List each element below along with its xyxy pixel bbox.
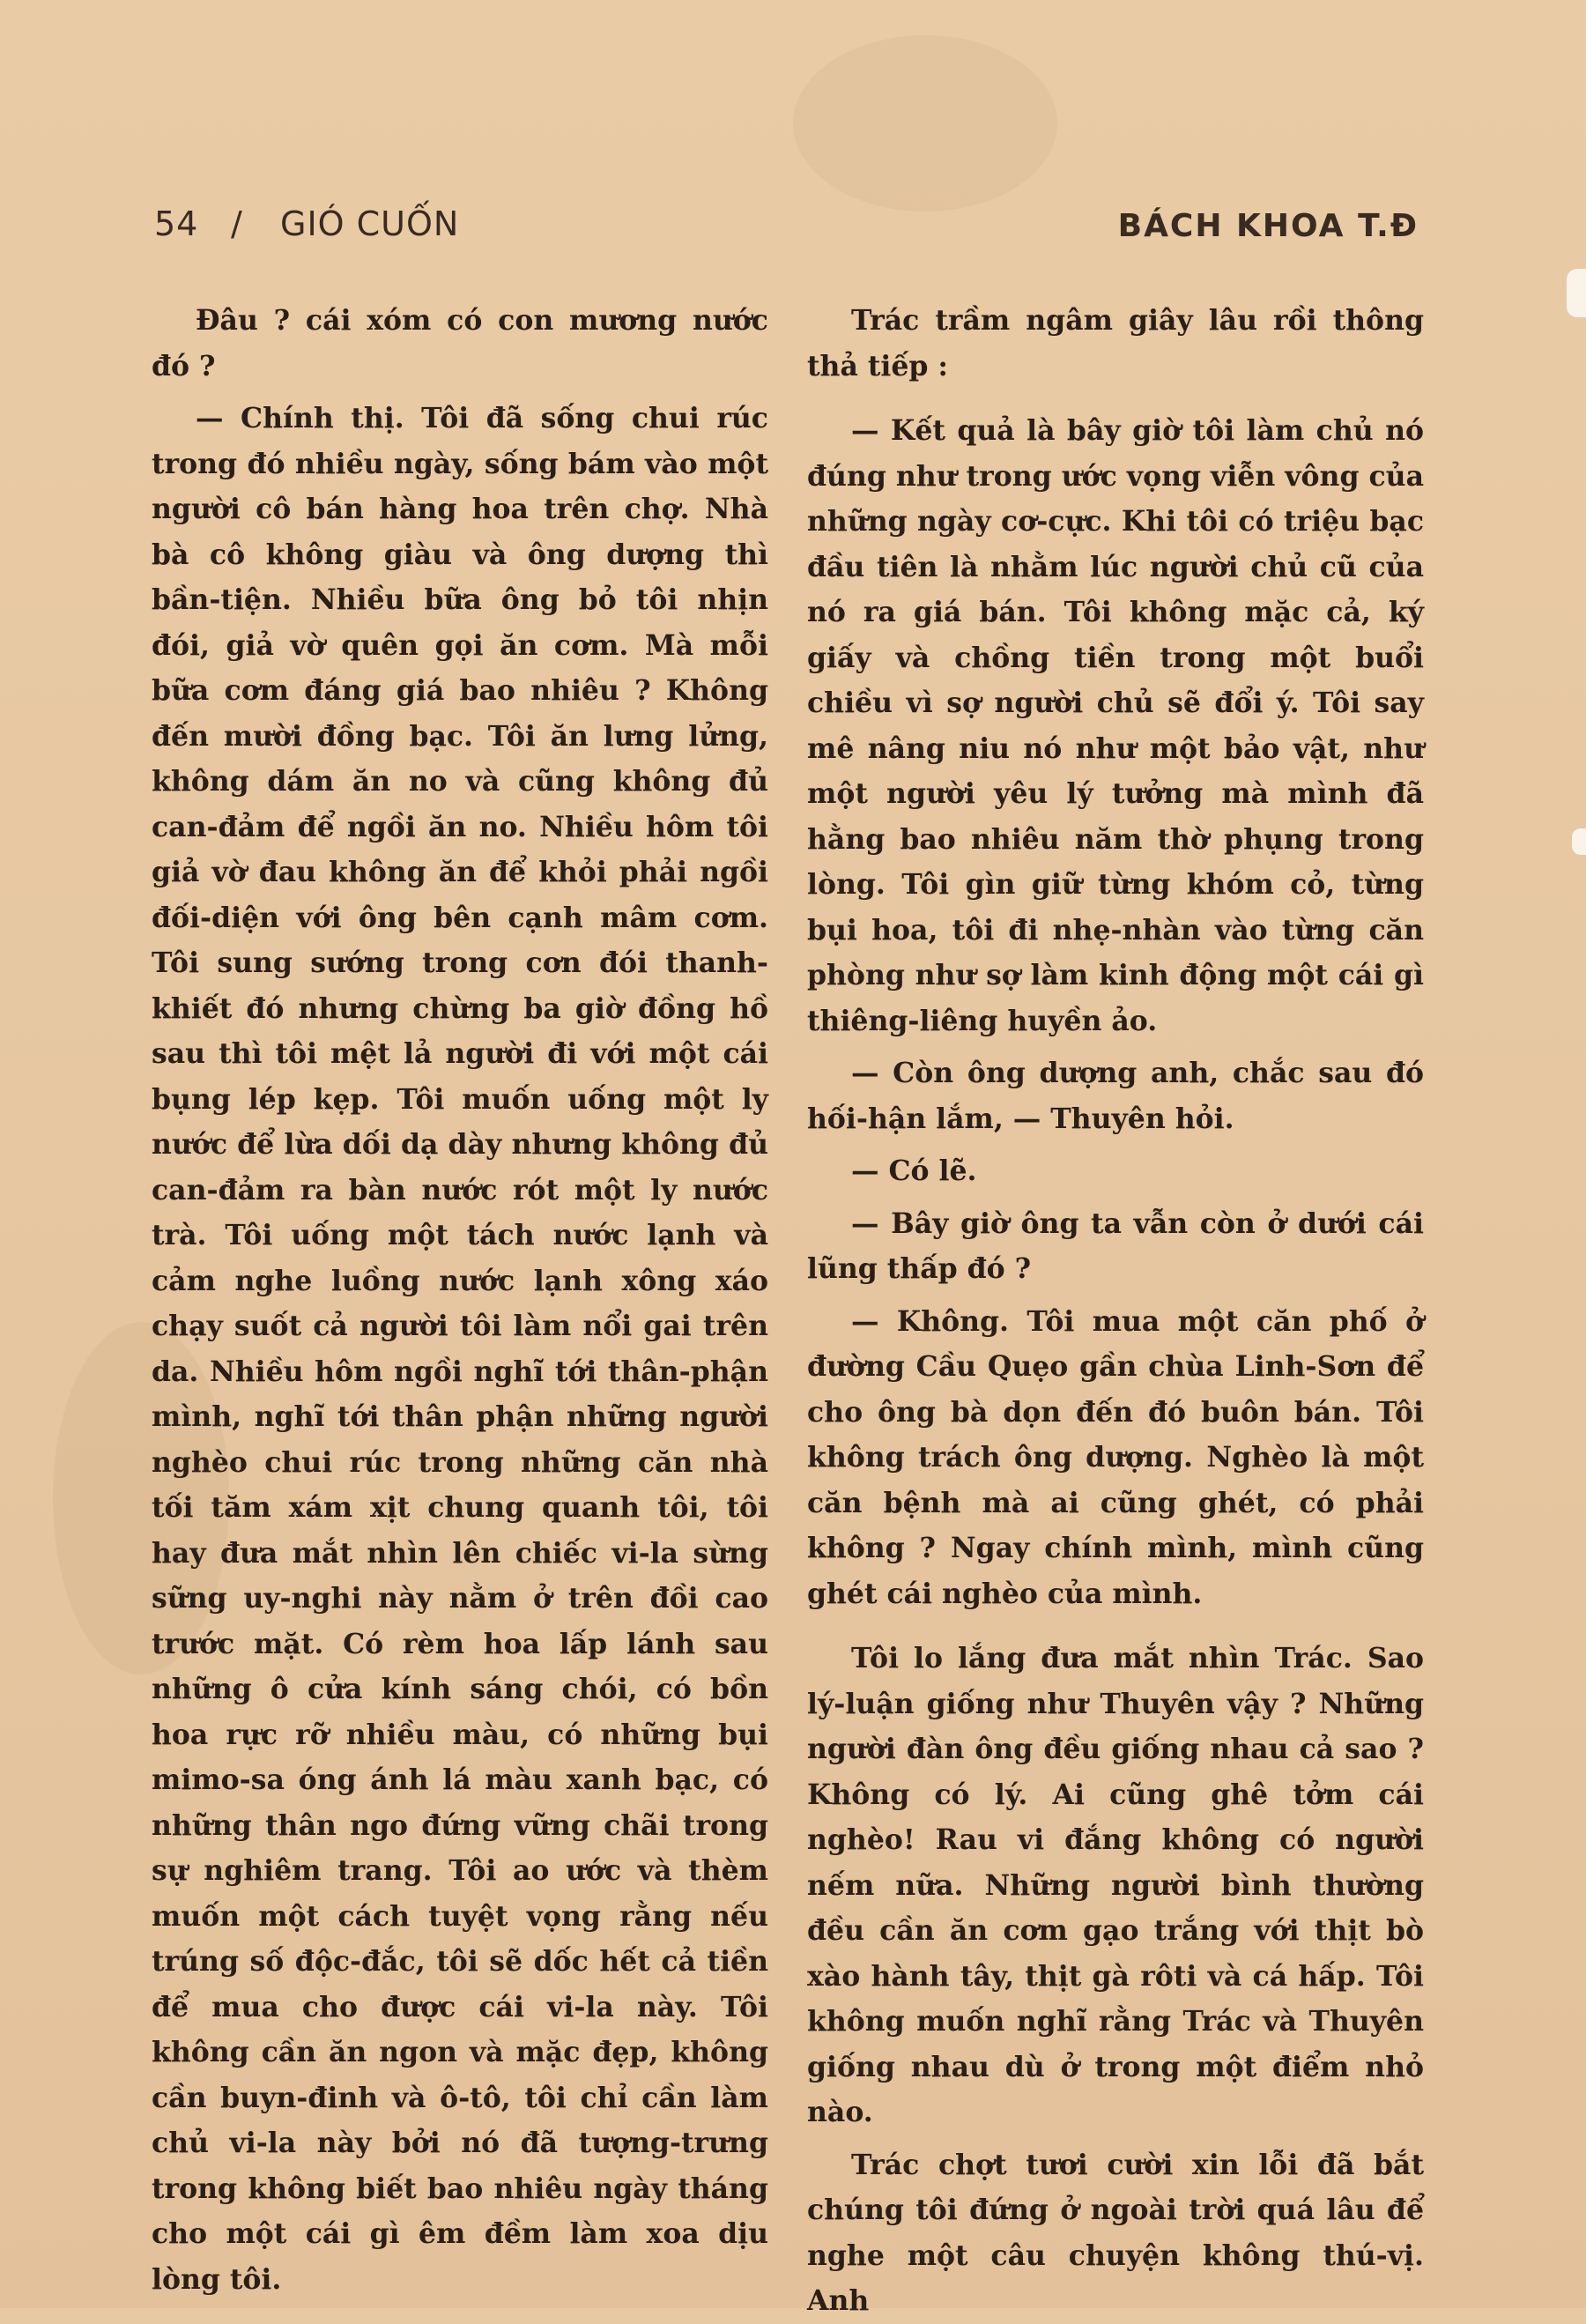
- left-column: [152, 298, 768, 2302]
- paper-stain: [793, 35, 1057, 212]
- paragraph: Trác trầm ngâm giây lâu rồi thông thả tiếp :: [807, 304, 1424, 382]
- paragraph: — Có lẽ.: [851, 1155, 977, 1187]
- paragraph: — Kết quả là bây giờ tôi làm chủ nó đúng như trong ước vọng viễn vông của những ngày cơ-cực. Khi tôi có triệu bạc đầu tiên là nhằm lúc người chủ cũ của nó ra giá bán. Tôi không mặc cả, ký giấy và chồng tiền trong một buổi chiều vì sợ người chủ sẽ đổi ý. Tôi say mê nâng niu nó như một bảo vật, như một người yêu lý tưởng mà mình đã hằng bao nhiêu năm thờ phụng trong lòng. Tôi gìn giữ từng khóm cỏ, từng bụi hoa, tôi đi nhẹ-nhàn vào từng căn phòng như sợ làm kinh động một cái gì thiêng-liêng huyền ảo.: [807, 414, 1424, 1037]
- paragraph: Tôi lo lắng đưa mắt nhìn Trác. Sao lý-luận giống như Thuyên vậy ? Những người đàn ông đều giống nhau cả sao ? Không có lý. Ai cũng ghê tởm cái nghèo! Rau vi đắng không có người nếm nữa. Những người bình thường đều cần ăn cơm gạo trắng với thịt bò xào hành tây, thịt gà rôti và cá hấp. Tôi không muốn nghĩ rằng Trác và Thuyên giống nhau dù ở trong một điểm nhỏ nào.: [807, 1642, 1424, 2128]
- book-title: GIÓ CUỐN: [280, 204, 460, 243]
- right-column: [807, 298, 1424, 2324]
- page-number: 54: [154, 204, 199, 243]
- paragraph: Đâu ? cái xóm có con mương nước đó ?: [152, 304, 768, 382]
- paragraph: — Còn ông dượng anh, chắc sau đó hối-hận lắm, — Thuyên hỏi.: [807, 1057, 1424, 1135]
- publisher-name: BÁCH KHOA T.Đ: [1117, 208, 1419, 244]
- paragraph: — Không. Tôi mua một căn phố ở đường Cầu Quẹo gần chùa Linh-Sơn để cho ông bà dọn đến đó buôn bán. Tôi không trách ông dượng. Nghèo là một căn bệnh mà ai cũng ghét, có phải không ? Ngay chính mình, mình cũng ghét cái nghèo của mình.: [807, 1304, 1424, 1610]
- header-separator: /: [231, 204, 242, 243]
- running-header: [0, 204, 1586, 257]
- paragraph: — Bây giờ ông ta vẫn còn ở dưới cái lũng thấp đó ?: [807, 1207, 1424, 1285]
- edge-tear: [1567, 269, 1586, 317]
- edge-tear: [1572, 828, 1586, 855]
- paragraph: — Chính thị. Tôi đã sống chui rúc trong đó nhiều ngày, sống bám vào một người cô bán hàng hoa trên chợ. Nhà bà cô không giàu và ông dượng thì bần-tiện. Nhiều bữa ông bỏ tôi nhịn đói, giả vờ quên gọi ăn cơm. Mà mỗi bữa cơm đáng giá bao nhiêu ? Không đến mười đồng bạc. Tôi ăn lưng lửng, không dám ăn no và cũng không đủ can-đảm để ngồi ăn no. Nhiều hôm tôi giả vờ đau không ăn để khỏi phải ngồi đối-diện với ông bên cạnh mâm cơm. Tôi sung sướng trong cơn đói thanh-khiết đó nhưng chừng ba giờ đồng hồ sau thì tôi mệt lả người đi với một cái bụng lép kẹp. Tôi muốn uống một ly nước để lừa dối dạ dày nhưng không đủ can-đảm ra bàn nước rót một ly nước trà. Tôi uống một tách nước lạnh và cảm nghe luồng nước lạnh xông xáo chạy suốt cả người tôi làm nổi gai trên da. Nhiều hôm ngồi nghĩ tới thân-phận mình, nghĩ tới thân phận những người nghèo chui rúc trong những căn nhà tối tăm xám xịt chung quanh tôi, tôi hay đưa mắt nhìn lên chiếc vi-la sừng sững uy-nghi này nằm ở trên đồi cao trước mặt. Có rèm hoa lấp lánh sau những ô cửa kính sáng chói, có bồn hoa rực rỡ nhiều màu, có những bụi mimo-sa óng ánh lá màu xanh bạc, có những thân ngo đứng vững chãi trong sự nghiêm trang. Tôi ao ước và thèm muốn một cách tuyệt vọng rằng nếu trúng số độc-đắc, tôi sẽ dốc hết cả tiền để mua cho được cái vi-la này. Tôi không cần ăn ngon và mặc đẹp, không cần buyn-đinh và ô-tô, tôi chỉ cần làm chủ vi-la này bởi nó đã tượng-trưng trong không biết bao nhiêu ngày tháng cho một cái gì êm đềm làm xoa dịu lòng tôi.: [152, 402, 768, 2296]
- paragraph: Trác chợt tươi cười xin lỗi đã bắt chúng tôi đứng ở ngoài trời quá lâu để nghe một câu chuyện không thú-vị. Anh: [807, 2148, 1424, 2317]
